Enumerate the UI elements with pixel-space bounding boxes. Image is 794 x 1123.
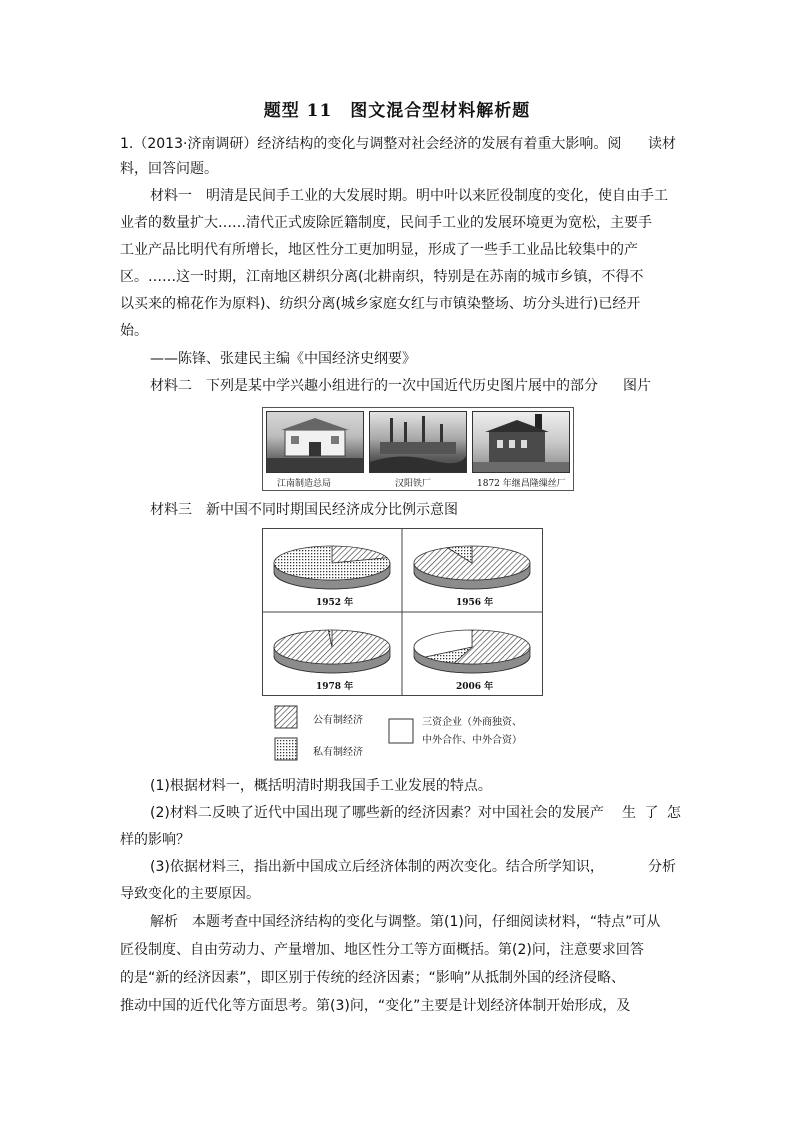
pie-chart-svg bbox=[263, 529, 542, 695]
question-3-cont: 导致变化的主要原因。 bbox=[120, 886, 260, 902]
material1-line: 区。……这一时期，江南地区耕织分离(北耕南织，特别是在苏南的城市乡镇，不得不 bbox=[120, 269, 644, 285]
material3-text: 材料三 新中国不同时期国民经济成分比例示意图 bbox=[150, 502, 458, 518]
pie-year-label: 1952 年 bbox=[316, 598, 354, 608]
legend-private-swatch bbox=[274, 737, 298, 761]
legend-foreign-label-2: 中外合作、中外合资） bbox=[422, 735, 522, 746]
material1-line: 业者的数量扩大……清代正式废除匠籍制度，民间手工业的发展环境更为宽松，主要手 bbox=[120, 215, 652, 231]
legend-foreign-swatch bbox=[388, 718, 414, 744]
pie-chart-panel bbox=[262, 528, 543, 696]
pie-year-label: 1956 年 bbox=[456, 598, 494, 608]
question-intro-line1-end: 读材 bbox=[648, 136, 676, 152]
hanyang-ironworks-photo bbox=[369, 411, 467, 473]
pie-year-label: 1978 年 bbox=[316, 682, 354, 692]
question-1: (1)根据材料一，概括明清时期我国手工业发展的特点。 bbox=[150, 778, 492, 794]
question-2-cont: 样的影响？ bbox=[120, 832, 190, 848]
legend-private-label: 私有制经济 bbox=[313, 747, 363, 758]
photo-caption: 汉阳铁厂 bbox=[395, 479, 432, 489]
question-2-end: 生 了 怎 bbox=[622, 805, 683, 821]
photo-caption: 江南制造总局 bbox=[277, 479, 332, 489]
legend-public-label: 公有制经济 bbox=[313, 715, 363, 726]
analysis-line: 解析 本题考查中国经济结构的变化与调整。第(1)问，仔细阅读材料，“特点”可从 bbox=[150, 914, 661, 930]
legend-public-swatch bbox=[274, 705, 298, 729]
legend-foreign-label-1: 三资企业（外商独资、 bbox=[422, 717, 522, 728]
question-3-end: 分析 bbox=[648, 859, 676, 875]
building-icon bbox=[267, 412, 363, 472]
analysis-line: 的是“新的经济因素”，即区别于传统的经济因素；“影响”从抵制外国的经济侵略、 bbox=[120, 970, 626, 986]
page-title: 题型 11 图文混合型材料解析题 bbox=[263, 101, 531, 121]
material1-line: 始。 bbox=[120, 323, 148, 339]
photo-caption: 1872 年继昌隆缫丝厂 bbox=[477, 479, 566, 489]
factory-icon bbox=[473, 412, 569, 472]
material2-text: 材料二 下列是某中学兴趣小组进行的一次中国近代历史图片展中的部分 bbox=[150, 378, 598, 394]
question-3: (3)依据材料三，指出新中国成立后经济体制的两次变化。结合所学知识， bbox=[150, 859, 604, 875]
material1-line: 材料一 明清是民间手工业的大发展时期。明中叶以来匠役制度的变化，使自由手工 bbox=[150, 188, 668, 204]
silk-factory-photo bbox=[472, 411, 570, 473]
material1-line: 以买来的棉花作为原料)、纺织分离(城乡家庭女红与市镇染整场、坊分头进行)已经开 bbox=[120, 296, 641, 312]
analysis-line: 推动中国的近代化等方面思考。第(3)问，“变化”主要是计划经济体制开始形成，及 bbox=[120, 998, 631, 1014]
analysis-line: 匠役制度、自由劳动力、产量增加、地区性分工等方面概括。第(2)问，注意要求回答 bbox=[120, 942, 644, 958]
pie-year-label: 2006 年 bbox=[456, 682, 494, 692]
question-intro-line1: 1.（2013·济南调研）经济结构的变化与调整对社会经济的发展有着重大影响。阅 bbox=[120, 136, 622, 152]
material2-text-end: 图片 bbox=[623, 378, 651, 394]
material1-line: 工业产品比明代有所增长，地区性分工更加明显，形成了一些手工业品比较集中的产 bbox=[120, 242, 638, 258]
material1-source: ——陈锋、张建民主编《中国经济史纲要》 bbox=[150, 351, 416, 367]
jiangnan-arsenal-photo bbox=[266, 411, 364, 473]
photo-strip bbox=[262, 407, 574, 491]
factory-icon bbox=[370, 412, 466, 472]
question-intro-line2: 料，回答问题。 bbox=[120, 161, 218, 177]
question-2: (2)材料二反映了近代中国出现了哪些新的经济因素？对中国社会的发展产 bbox=[150, 805, 604, 821]
